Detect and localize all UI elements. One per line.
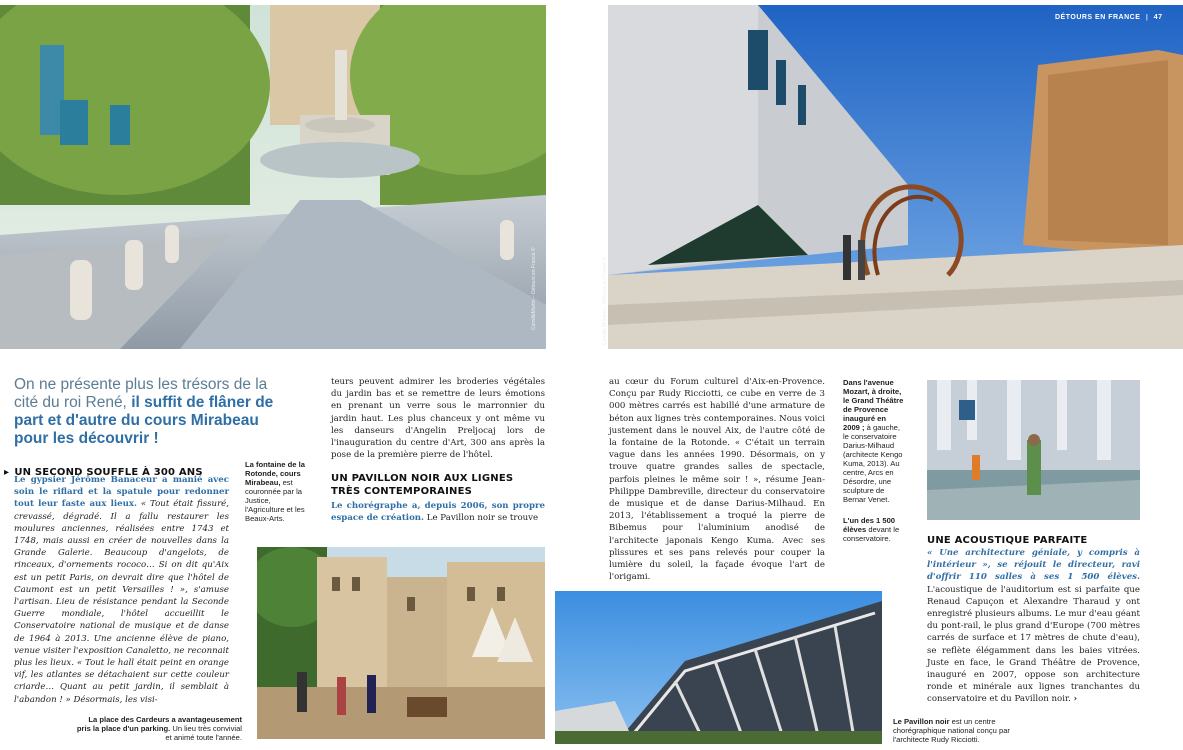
caption-cardeurs-bold: La place des Cardeurs a avantageusement pris la place d'un parking. bbox=[76, 715, 242, 733]
column-1 bbox=[14, 474, 229, 706]
intro-plain: On ne présente plus les trésors de la cité du roi René, bbox=[14, 376, 268, 411]
photo-pavillon-noir bbox=[555, 591, 882, 744]
photo-avenue-mozart bbox=[608, 5, 1183, 349]
section1-continued: teurs peuvent admirer les broderies végétales du jardin bas et se remettre de leurs émotions en prenant un verre sous le marronnier du jardin haut. Les plus chanceux y ont même vu les danseurs d'Angelin Preljocaj lors de l'inauguration du centre d'Art, 300 ans après la pose de la première pierre de l'hôtel. bbox=[331, 377, 545, 461]
photo-credit-left: CamilleMartin – Détours en France © bbox=[531, 247, 537, 330]
caption-rotonde bbox=[245, 460, 307, 523]
header-section: DÉTOURS EN FRANCE bbox=[1055, 14, 1141, 21]
section2-lead: Le chorégraphe a, depuis 2006, son propre espace de création. bbox=[331, 501, 545, 524]
caption-pavillon-text: est un centre chorégraphique national conçu par l'architecte Rudy Ricciotti. bbox=[893, 717, 1010, 744]
caption-eleves bbox=[843, 516, 905, 543]
caption-mozart bbox=[843, 378, 905, 504]
section3-lead: « Une architecture géniale, y compris à l'intérieur », se réjouit le directeur, ravi d'offrir 110 salles à ses 1 500 élèves. bbox=[927, 548, 1140, 583]
caption-eleves-text: devant le conservatoire. bbox=[843, 525, 900, 543]
running-header: DÉTOURS EN FRANCE | 47 bbox=[1055, 14, 1163, 21]
section1-heading: ▸ UN SECOND SOUFFLE À 300 ANS bbox=[4, 467, 203, 478]
caption-pavillon-bold: Le Pavillon noir bbox=[893, 717, 950, 726]
caption-mozart-text: à gauche, le conservatoire Darius-Milhaud (architecte Kengo Kuma, 2013). Au centre, Arcs en Désordre, une sculpture de Bernar Venet. bbox=[843, 423, 903, 504]
section3-body: L'acoustique de l'auditorium est si parfaite que Renaud Capuçon et Alexandre Tharaud y ont enregistré plusieurs albums. Le mur d'eau géant du pont-rail, le plus grand d'Europe (700 mètres carrés de surface et 17 mètres de chute d'eau), se reflète élégamment dans les baies vitrées. Juste en face, le Grand Théâtre de Provence, inauguré en 2007, oppose son architecture ronde et minérale aux lignes tranchantes du conservatoire et du Pavillon noir. bbox=[927, 584, 1140, 705]
caption-rotonde-bold: La fontaine de la Rotonde, cours Mirabeau, bbox=[245, 460, 305, 487]
photo-credit-right: Camille Moirenc – Détours en France © bbox=[602, 257, 608, 345]
column-2 bbox=[331, 376, 545, 461]
intro-bold: il suffit de flâner de part et d'autre du cours Mirabeau pour les découvrir ! bbox=[14, 394, 274, 447]
intro-text bbox=[14, 376, 284, 448]
caption-cardeurs-text: Un lieu très convivial et animé toute l'année. bbox=[165, 724, 242, 742]
section2-lead-block bbox=[331, 500, 545, 524]
caption-cardeurs bbox=[76, 715, 242, 742]
caption-pavillon-noir bbox=[893, 717, 1043, 744]
section2-body: au cœur du Forum culturel d'Aix-en-Provence. Conçu par Rudy Ricciotti, ce cube en verre de 3 000 mètres carrés est habillé d'une armature de béton aux lignes très contemporaines. Nous voici justement dans le nouvel Aix, de l'autre côté de la fontaine de la Rotonde. « C'était un terrain vague dans les années 1990. Désormais, on y trouve quatre grandes salles de spectacle, parfois pleines le même soir ! », résume Jean-Philippe Dambreville, directeur du conservatoire de musique et de danse Darius-Milhaud. En 2013, l'établissement a troqué la pierre de Bibemus pour l'aluminium anodisé de l'architecte japonais Kengo Kuma. Avec ses plissures et ses pans relevés pour couper la lumière du soleil, la façade évoque l'art de l'origami. bbox=[609, 377, 825, 583]
section1-body: « Tout était fissuré, crevassé, dégradé. Il a fallu restaurer les moulures anciennes, réalisées entre 1743 et 1748, mais aussi en créer de nouvelles dans la Grande Galerie. Beaucoup d'angelots, de rinceaux, d'ornements rococo… Si on dit qu'Aix est un petit Paris, on devrait dire que l'hôtel de Caumont est un petit Versailles ! », s'amuse l'artisan. Lieu de résistance pendant la Seconde Guerre mondiale, l'hôtel accueillit le Conservatoire national de musique et de danse de 1964 à 2013. Une ancienne élève de piano, venue visiter l'exposition Canaletto, ne reconnait plus les lieux. « Tout le hall était peint en orange vif, les atlantes se détachaient sur cette couleur criarde… Quant au petit jardin, il semblait à l'abandon ! » Désormais, les visi- bbox=[14, 499, 229, 705]
photo-place-des-cardeurs bbox=[257, 547, 545, 739]
section2-body-start: Le Pavillon noir se trouve bbox=[424, 513, 539, 524]
page-number: 47 bbox=[1153, 14, 1163, 21]
photo-conservatoire-eleve bbox=[927, 380, 1140, 520]
section1-heading-text: UN SECOND SOUFFLE À 300 ANS bbox=[14, 467, 203, 478]
column-3 bbox=[609, 376, 825, 583]
section3-heading: UNE ACOUSTIQUE PARFAITE bbox=[927, 535, 1088, 546]
section1-lead: Le gypsier Jérôme Banaceur a manié avec soin le riflard et la spatule pour redonner tout leur faste aux lieux. bbox=[14, 475, 229, 510]
section2-heading: UN PAVILLON NOIR AUX LIGNES TRÈS CONTEMPORAINES bbox=[331, 473, 514, 497]
caption-eleves-bold: L'un des 1 500 élèves bbox=[843, 516, 896, 534]
caption-mozart-bold: Dans l'avenue Mozart, à droite, le Grand Théâtre de Provence inauguré en 2009 ; bbox=[843, 378, 904, 432]
photo-cours-mirabeau bbox=[0, 5, 546, 349]
caption-rotonde-text: est couronnée par la Justice, l'Agriculture et les Beaux-Arts. bbox=[245, 478, 305, 523]
column-4: « Une architecture géniale, y compris à l'intérieur », se réjouit le directeur, ravi d'offrir 110 salles à ses 1 500 élèves. L'acoustique de l'auditorium est si parfaite que Renaud Capuçon et Alexandre Tharaud y ont enregistré plusieurs albums. Le mur d'eau géant du pont-rail, le plus grand d'Europe (700 mètres carrés de surface et 17 mètres de chute d'eau), se reflète élégamment dans les baies vitrées. Juste en face, le Grand Théâtre de Provence, inauguré en 2007, oppose son architecture ronde et minérale aux lignes tranchantes du conservatoire et du Pavillon noir. › bbox=[927, 548, 1140, 705]
